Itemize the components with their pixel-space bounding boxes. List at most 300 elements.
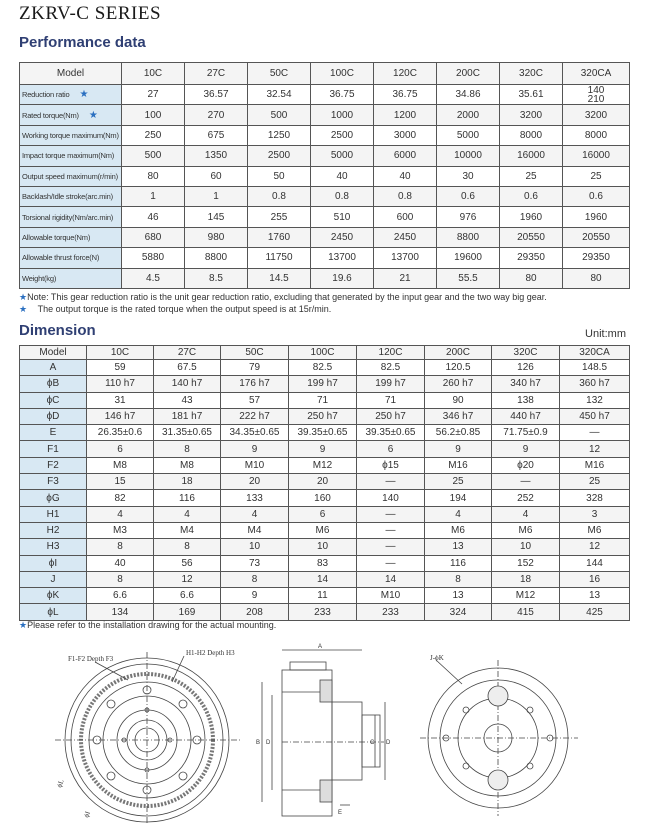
dimension-value-cell: 181 h7 bbox=[154, 408, 221, 424]
performance-value-cell: 4.5 bbox=[122, 268, 185, 288]
performance-value-cell: 1350 bbox=[185, 146, 248, 166]
dimension-header-cell: 27C bbox=[154, 346, 221, 360]
label-f: F1-F2 Depth F3 bbox=[68, 655, 114, 663]
performance-value-cell: 46 bbox=[122, 207, 185, 227]
dimension-value-cell: 73 bbox=[221, 555, 289, 571]
side-view-center bbox=[262, 650, 385, 816]
performance-value-cell: 25 bbox=[563, 166, 630, 186]
dimension-value-cell: 13 bbox=[425, 588, 492, 604]
dimension-value-cell: 132 bbox=[560, 392, 630, 408]
dimension-value-cell: ϕ20 bbox=[492, 457, 560, 473]
dimension-value-cell: 6.6 bbox=[154, 588, 221, 604]
performance-row-label bbox=[20, 166, 122, 186]
dimension-row-label: ϕC bbox=[20, 392, 87, 408]
dimension-value-cell: 194 bbox=[425, 490, 492, 506]
performance-value-cell: 2450 bbox=[374, 227, 437, 247]
dimension-value-cell: 250 h7 bbox=[357, 408, 425, 424]
performance-note-1: ★Note: This gear reduction ratio is the unit gear reduction ratio, excluding that generated by the input gear and the two way big gear. bbox=[19, 292, 547, 302]
performance-value-cell: 14.5 bbox=[248, 268, 311, 288]
dimension-value-cell: 9 bbox=[425, 441, 492, 457]
dimension-row bbox=[20, 441, 630, 457]
dimension-value-cell: 199 h7 bbox=[357, 376, 425, 392]
performance-value-cell: 10000 bbox=[437, 146, 500, 166]
star-icon: ★ bbox=[19, 620, 28, 630]
performance-value-cell: 0.8 bbox=[374, 186, 437, 206]
performance-header-cell: 120C bbox=[374, 63, 437, 85]
dimension-value-cell: 12 bbox=[560, 539, 630, 555]
dimension-value-cell: 18 bbox=[492, 571, 560, 587]
performance-row bbox=[20, 105, 630, 125]
dimension-value-cell: 10 bbox=[492, 539, 560, 555]
row-label-text: Backlash/Idle stroke(arc.min) bbox=[22, 192, 113, 202]
dimension-header-cell: 320C bbox=[492, 346, 560, 360]
performance-header-cell: Model bbox=[20, 63, 122, 85]
dimension-value-cell: ϕ15 bbox=[357, 457, 425, 473]
dimension-value-cell: 152 bbox=[492, 555, 560, 571]
performance-value-cell: 19600 bbox=[437, 248, 500, 268]
dimension-row bbox=[20, 522, 630, 538]
dimension-value-cell: M12 bbox=[492, 588, 560, 604]
performance-value-cell: 5000 bbox=[437, 125, 500, 145]
dimension-value-cell: 67.5 bbox=[154, 360, 221, 376]
dimension-header-row bbox=[20, 346, 630, 360]
dimension-value-cell: 4 bbox=[221, 506, 289, 522]
performance-value-cell: 29350 bbox=[563, 248, 630, 268]
dimension-value-cell: 340 h7 bbox=[492, 376, 560, 392]
dimension-row-label: ϕD bbox=[20, 408, 87, 424]
performance-value-cell: 1000 bbox=[311, 105, 374, 125]
row-label-text: Output speed maximum(r/min) bbox=[22, 171, 118, 181]
performance-row bbox=[20, 166, 630, 186]
dimension-value-cell: 6 bbox=[87, 441, 154, 457]
dimension-row-label: ϕK bbox=[20, 588, 87, 604]
dimension-value-cell: 20 bbox=[289, 474, 357, 490]
dimension-value-cell: M6 bbox=[492, 522, 560, 538]
dimension-value-cell: 4 bbox=[425, 506, 492, 522]
dimension-value-cell: 148.5 bbox=[560, 360, 630, 376]
dimension-value-cell: — bbox=[492, 474, 560, 490]
dimension-value-cell: 12 bbox=[560, 441, 630, 457]
row-label-text: Allowable thrust force(N) bbox=[22, 253, 100, 263]
dimension-value-cell: M10 bbox=[357, 588, 425, 604]
dimension-value-cell: 4 bbox=[154, 506, 221, 522]
dimension-value-cell: 57 bbox=[221, 392, 289, 408]
dimension-value-cell: M6 bbox=[289, 522, 357, 538]
dimension-row bbox=[20, 506, 630, 522]
performance-value-cell: 0.6 bbox=[500, 186, 563, 206]
performance-value-cell: 60 bbox=[185, 166, 248, 186]
row-label-text: Reduction ratio bbox=[22, 90, 70, 100]
dimension-row-label: E bbox=[20, 425, 87, 441]
dimension-value-cell: M16 bbox=[560, 457, 630, 473]
performance-value-cell: 2500 bbox=[248, 146, 311, 166]
performance-header-cell: 320CA bbox=[563, 63, 630, 85]
dimension-value-cell: 140 bbox=[357, 490, 425, 506]
star-icon: ★ bbox=[19, 292, 28, 302]
dimension-value-cell: 34.35±0.65 bbox=[221, 425, 289, 441]
performance-value-cell: 11750 bbox=[248, 248, 311, 268]
dimension-value-cell: 82.5 bbox=[357, 360, 425, 376]
row-label-text: Torsional rigidity(Nm/arc.min) bbox=[22, 212, 114, 222]
performance-value-cell: 80 bbox=[500, 268, 563, 288]
dimension-value-cell: 25 bbox=[560, 474, 630, 490]
performance-value-cell: 13700 bbox=[311, 248, 374, 268]
dimension-value-cell: M8 bbox=[87, 457, 154, 473]
performance-header-cell: 200C bbox=[437, 63, 500, 85]
performance-row bbox=[20, 146, 630, 166]
dimension-value-cell: 82.5 bbox=[289, 360, 357, 376]
dimension-row bbox=[20, 474, 630, 490]
label-dim-l: ϕL bbox=[55, 778, 66, 789]
performance-value-cell: 3200 bbox=[500, 105, 563, 125]
dimension-row-label: ϕL bbox=[20, 604, 87, 620]
dimension-value-cell: 14 bbox=[289, 571, 357, 587]
dimension-value-cell: M6 bbox=[425, 522, 492, 538]
dimension-value-cell: 8 bbox=[154, 441, 221, 457]
performance-value-cell: 29350 bbox=[500, 248, 563, 268]
dimension-value-cell: 79 bbox=[221, 360, 289, 376]
dimension-header-cell: 120C bbox=[357, 346, 425, 360]
dimension-title: Dimension bbox=[19, 322, 96, 339]
dimension-value-cell: 146 h7 bbox=[87, 408, 154, 424]
dimension-value-cell: 110 h7 bbox=[87, 376, 154, 392]
dimension-row bbox=[20, 571, 630, 587]
row-label-text: Weight(kg) bbox=[22, 273, 57, 283]
performance-value-cell: 1200 bbox=[374, 105, 437, 125]
dimension-value-cell: 324 bbox=[425, 604, 492, 620]
dimension-value-cell: 233 bbox=[357, 604, 425, 620]
performance-value-cell: 16000 bbox=[500, 146, 563, 166]
performance-table bbox=[19, 62, 630, 289]
performance-value-cell: 35.61 bbox=[500, 85, 563, 105]
dimension-value-cell: 10 bbox=[221, 539, 289, 555]
dimension-value-cell: 39.35±0.65 bbox=[289, 425, 357, 441]
performance-row bbox=[20, 207, 630, 227]
dimension-value-cell: 9 bbox=[289, 441, 357, 457]
dimension-value-cell: 59 bbox=[87, 360, 154, 376]
performance-value-cell: 500 bbox=[248, 105, 311, 125]
dimension-value-cell: 169 bbox=[154, 604, 221, 620]
dimension-value-cell: — bbox=[560, 425, 630, 441]
performance-row-label bbox=[20, 248, 122, 268]
performance-value-cell: 0.6 bbox=[563, 186, 630, 206]
dimension-value-cell: 25 bbox=[425, 474, 492, 490]
performance-value-cell: 36.57 bbox=[185, 85, 248, 105]
dimension-row-label: H2 bbox=[20, 522, 87, 538]
performance-value-cell: 8.5 bbox=[185, 268, 248, 288]
dimension-value-cell: 8 bbox=[87, 571, 154, 587]
performance-title: Performance data bbox=[19, 34, 146, 51]
performance-value-cell: 36.75 bbox=[311, 85, 374, 105]
dimension-value-cell: 116 bbox=[154, 490, 221, 506]
dimension-value-cell: — bbox=[357, 539, 425, 555]
performance-value-cell: 680 bbox=[122, 227, 185, 247]
label-dim-a: A bbox=[318, 644, 323, 650]
dimension-value-cell: 90 bbox=[425, 392, 492, 408]
performance-note-2: ★ The output torque is the rated torque when the output speed is at 15r/min. bbox=[19, 304, 332, 314]
performance-value-cell: 80 bbox=[122, 166, 185, 186]
dimension-value-cell: 31 bbox=[87, 392, 154, 408]
performance-value-cell: 27 bbox=[122, 85, 185, 105]
performance-row bbox=[20, 186, 630, 206]
performance-value-cell: 1960 bbox=[500, 207, 563, 227]
dimension-value-cell: M6 bbox=[560, 522, 630, 538]
unit-label: Unit:mm bbox=[585, 328, 626, 340]
performance-value-cell: 1 bbox=[122, 186, 185, 206]
performance-value-cell: 8800 bbox=[437, 227, 500, 247]
dimension-value-cell: 14 bbox=[357, 571, 425, 587]
performance-value-cell: 3200 bbox=[563, 105, 630, 125]
performance-value-cell: 675 bbox=[185, 125, 248, 145]
dimension-value-cell: 18 bbox=[154, 474, 221, 490]
dimension-row-label: F3 bbox=[20, 474, 87, 490]
dimension-row-label: H1 bbox=[20, 506, 87, 522]
dimension-value-cell: 425 bbox=[560, 604, 630, 620]
performance-row-label bbox=[20, 227, 122, 247]
dimension-value-cell: 133 bbox=[221, 490, 289, 506]
dimension-value-cell: 56 bbox=[154, 555, 221, 571]
performance-header-cell: 50C bbox=[248, 63, 311, 85]
dimension-row-label: ϕB bbox=[20, 376, 87, 392]
dimension-value-cell: 71 bbox=[357, 392, 425, 408]
dimension-row-label: F2 bbox=[20, 457, 87, 473]
performance-value-cell: 145 bbox=[185, 207, 248, 227]
performance-value-cell: 20550 bbox=[500, 227, 563, 247]
dimension-table bbox=[19, 345, 630, 621]
dimension-value-cell: 252 bbox=[492, 490, 560, 506]
performance-header-row bbox=[20, 63, 630, 85]
performance-value-cell: 976 bbox=[437, 207, 500, 227]
dimension-value-cell: 56.2±0.85 bbox=[425, 425, 492, 441]
dimension-value-cell: 13 bbox=[425, 539, 492, 555]
dimension-value-cell: 233 bbox=[289, 604, 357, 620]
performance-value-cell: 2500 bbox=[311, 125, 374, 145]
performance-value-cell: 50 bbox=[248, 166, 311, 186]
performance-row bbox=[20, 268, 630, 288]
dimension-value-cell: — bbox=[357, 474, 425, 490]
dimension-value-cell: 26.35±0.6 bbox=[87, 425, 154, 441]
dimension-value-cell: M10 bbox=[221, 457, 289, 473]
performance-value-cell: 100 bbox=[122, 105, 185, 125]
performance-value-cell: 600 bbox=[374, 207, 437, 227]
dimension-header-cell: 100C bbox=[289, 346, 357, 360]
dimension-value-cell: 415 bbox=[492, 604, 560, 620]
dimension-row bbox=[20, 425, 630, 441]
performance-value-cell: 510 bbox=[311, 207, 374, 227]
dimension-value-cell: 9 bbox=[221, 588, 289, 604]
performance-value-cell: 2000 bbox=[437, 105, 500, 125]
dimension-value-cell: 43 bbox=[154, 392, 221, 408]
performance-value-cell: 6000 bbox=[374, 146, 437, 166]
label-dim-e: E bbox=[338, 810, 343, 816]
performance-value-cell: 1960 bbox=[563, 207, 630, 227]
dimension-header-cell: 320CA bbox=[560, 346, 630, 360]
dimension-row-label: A bbox=[20, 360, 87, 376]
performance-header-cell: 100C bbox=[311, 63, 374, 85]
performance-value-cell: 80 bbox=[563, 268, 630, 288]
dimension-value-cell: 8 bbox=[221, 571, 289, 587]
dimension-value-cell: 346 h7 bbox=[425, 408, 492, 424]
performance-value-cell: 25 bbox=[500, 166, 563, 186]
dimension-value-cell: 12 bbox=[154, 571, 221, 587]
dimension-value-cell: 11 bbox=[289, 588, 357, 604]
dimension-value-cell: 13 bbox=[560, 588, 630, 604]
dimension-value-cell: 6 bbox=[289, 506, 357, 522]
dimension-value-cell: M16 bbox=[425, 457, 492, 473]
front-view-left bbox=[55, 652, 240, 824]
dimension-row-label: F1 bbox=[20, 441, 87, 457]
row-label-text: Allowable torque(Nm) bbox=[22, 232, 91, 242]
star-icon: ★ bbox=[88, 109, 98, 121]
performance-value-cell: 19.6 bbox=[311, 268, 374, 288]
dimension-note: ★Please refer to the installation drawing for the actual mounting. bbox=[19, 620, 277, 630]
performance-value-cell: 255 bbox=[248, 207, 311, 227]
installation-drawing bbox=[0, 640, 650, 824]
dimension-value-cell: 39.35±0.65 bbox=[357, 425, 425, 441]
dimension-value-cell: 450 h7 bbox=[560, 408, 630, 424]
dimension-value-cell: M4 bbox=[154, 522, 221, 538]
dimension-value-cell: 9 bbox=[492, 441, 560, 457]
dimension-value-cell: 31.35±0.65 bbox=[154, 425, 221, 441]
dimension-value-cell: 8 bbox=[154, 539, 221, 555]
performance-value-cell: 8800 bbox=[185, 248, 248, 268]
dimension-row bbox=[20, 490, 630, 506]
dimension-value-cell: 250 h7 bbox=[289, 408, 357, 424]
performance-value-cell: 250 bbox=[122, 125, 185, 145]
dimension-value-cell: 138 bbox=[492, 392, 560, 408]
row-label-text: Working torque maximum(Nm) bbox=[22, 130, 119, 140]
dimension-row bbox=[20, 604, 630, 620]
dimension-value-cell: M8 bbox=[154, 457, 221, 473]
performance-row-label bbox=[20, 105, 122, 125]
performance-value-cell: 40 bbox=[311, 166, 374, 186]
dimension-value-cell: 6.6 bbox=[87, 588, 154, 604]
dimension-value-cell: 116 bbox=[425, 555, 492, 571]
row-label-text: Rated torque(Nm) bbox=[22, 110, 79, 120]
label-dim-c: C bbox=[370, 740, 375, 746]
dimension-row bbox=[20, 360, 630, 376]
dimension-value-cell: 222 h7 bbox=[221, 408, 289, 424]
label-h: H1-H2 Depth H3 bbox=[186, 649, 235, 657]
performance-value-cell: 2450 bbox=[311, 227, 374, 247]
dimension-value-cell: 15 bbox=[87, 474, 154, 490]
dimension-value-cell: 6 bbox=[357, 441, 425, 457]
performance-value-cell: 0.8 bbox=[248, 186, 311, 206]
performance-row-label bbox=[20, 85, 122, 105]
performance-header-cell: 27C bbox=[185, 63, 248, 85]
front-view-right bbox=[420, 660, 578, 816]
label-dim-c-outer: D bbox=[386, 740, 391, 746]
performance-value-cell: 55.5 bbox=[437, 268, 500, 288]
performance-value-cell: 30 bbox=[437, 166, 500, 186]
dimension-row bbox=[20, 539, 630, 555]
dimension-header-cell: Model bbox=[20, 346, 87, 360]
performance-value-cell: 1760 bbox=[248, 227, 311, 247]
dimension-value-cell: — bbox=[357, 506, 425, 522]
dimension-value-cell: 328 bbox=[560, 490, 630, 506]
dimension-value-cell: 160 bbox=[289, 490, 357, 506]
performance-row-label bbox=[20, 125, 122, 145]
performance-value-cell: 40 bbox=[374, 166, 437, 186]
performance-value-cell: 21 bbox=[374, 268, 437, 288]
dimension-value-cell: 83 bbox=[289, 555, 357, 571]
dimension-value-cell: 140 h7 bbox=[154, 376, 221, 392]
dimension-header-cell: 50C bbox=[221, 346, 289, 360]
performance-value-cell: 0.6 bbox=[437, 186, 500, 206]
performance-value-cell: 8000 bbox=[563, 125, 630, 145]
performance-value-cell: 13700 bbox=[374, 248, 437, 268]
performance-value-cell: 8000 bbox=[500, 125, 563, 145]
performance-value-cell: 270 bbox=[185, 105, 248, 125]
dimension-value-cell: 8 bbox=[425, 571, 492, 587]
dimension-value-cell: 82 bbox=[87, 490, 154, 506]
dimension-value-cell: 260 h7 bbox=[425, 376, 492, 392]
dimension-row-label: ϕI bbox=[20, 555, 87, 571]
performance-value-cell: 500 bbox=[122, 146, 185, 166]
series-title: ZKRV-C SERIES bbox=[19, 3, 162, 24]
performance-value-cell: 0.8 bbox=[311, 186, 374, 206]
performance-row bbox=[20, 227, 630, 247]
dimension-value-cell: M3 bbox=[87, 522, 154, 538]
label-dim-d: D bbox=[266, 740, 271, 746]
performance-value-cell: 140 210 bbox=[563, 85, 630, 105]
performance-row-label bbox=[20, 146, 122, 166]
performance-value-cell: 1250 bbox=[248, 125, 311, 145]
dimension-value-cell: — bbox=[357, 522, 425, 538]
dimension-row bbox=[20, 376, 630, 392]
dimension-row-label: J bbox=[20, 571, 87, 587]
performance-value-cell: 36.75 bbox=[374, 85, 437, 105]
label-dim-b: B bbox=[256, 740, 261, 746]
dimension-header-cell: 200C bbox=[425, 346, 492, 360]
label-dim-i: ϕI bbox=[82, 810, 92, 819]
performance-value-cell: 32.54 bbox=[248, 85, 311, 105]
dimension-value-cell: 71 bbox=[289, 392, 357, 408]
performance-value-cell: 1 bbox=[185, 186, 248, 206]
dimension-value-cell: 10 bbox=[289, 539, 357, 555]
dimension-row bbox=[20, 408, 630, 424]
performance-row bbox=[20, 248, 630, 268]
performance-row-label bbox=[20, 268, 122, 288]
dimension-value-cell: 3 bbox=[560, 506, 630, 522]
performance-value-cell: 34.86 bbox=[437, 85, 500, 105]
star-icon: ★ bbox=[79, 89, 89, 101]
performance-value-cell: 20550 bbox=[563, 227, 630, 247]
dimension-value-cell: M12 bbox=[289, 457, 357, 473]
dimension-value-cell: 199 h7 bbox=[289, 376, 357, 392]
dimension-value-cell: 4 bbox=[492, 506, 560, 522]
dimension-row-label: H3 bbox=[20, 539, 87, 555]
performance-value-cell: 3000 bbox=[374, 125, 437, 145]
dimension-value-cell: 16 bbox=[560, 571, 630, 587]
performance-value-cell: 5000 bbox=[311, 146, 374, 166]
dimension-value-cell: 20 bbox=[221, 474, 289, 490]
dimension-value-cell: 40 bbox=[87, 555, 154, 571]
dimension-value-cell: 176 h7 bbox=[221, 376, 289, 392]
dimension-value-cell: 71.75±0.9 bbox=[492, 425, 560, 441]
dimension-row bbox=[20, 588, 630, 604]
dimension-value-cell: 360 h7 bbox=[560, 376, 630, 392]
dimension-value-cell: M4 bbox=[221, 522, 289, 538]
performance-row-label bbox=[20, 207, 122, 227]
dimension-value-cell: 4 bbox=[87, 506, 154, 522]
performance-header-cell: 10C bbox=[122, 63, 185, 85]
performance-header-cell: 320C bbox=[500, 63, 563, 85]
dimension-value-cell: 144 bbox=[560, 555, 630, 571]
performance-row bbox=[20, 125, 630, 145]
performance-row bbox=[20, 85, 630, 105]
label-j: J-ϕK bbox=[430, 654, 444, 662]
